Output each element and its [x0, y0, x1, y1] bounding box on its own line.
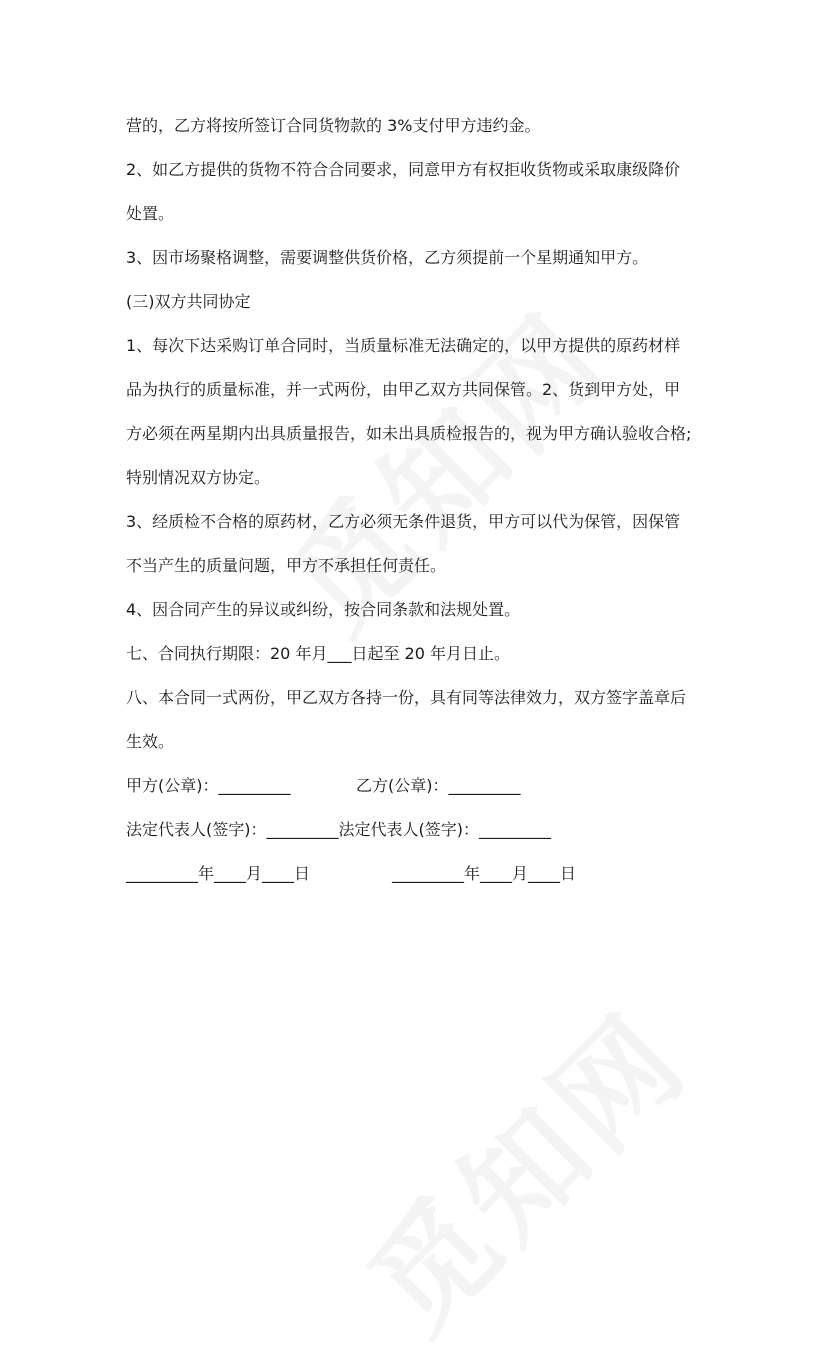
paragraph-line: 特别情况双方协定。	[126, 468, 271, 487]
section-heading: (三)双方共同协定	[126, 292, 251, 311]
paragraph-line: 品为执行的质量标准，并一式两份，由甲乙双方共同保管。2、货到甲方处，甲	[126, 380, 681, 399]
watermark	[325, 969, 718, 1362]
paragraph-line: 不当产生的质量问题，甲方不承担任何责任。	[126, 556, 447, 575]
representative-row	[126, 808, 726, 852]
party-b-seal: 乙方(公章)：_________	[356, 776, 521, 795]
seal-row	[126, 764, 726, 808]
date-row	[126, 852, 726, 896]
paragraph-line: 3、经质检不合格的原药材，乙方必须无条件退货，甲方可以代为保管，因保管	[126, 512, 681, 531]
paragraph-line: 2、如乙方提供的货物不符合合同要求，同意甲方有权拒收货物或采取康级降价	[126, 160, 681, 179]
party-a-seal: 甲方(公章)：_________	[126, 776, 291, 795]
paragraph-line: 3、因市场聚格调整，需要调整供货价格，乙方须提前一个星期通知甲方。	[126, 248, 649, 267]
date-b: _________年____月____日	[392, 864, 577, 883]
paragraph-line: 生效。	[126, 732, 175, 751]
paragraph-line: 七、合同执行期限：20 年月___日起至 20 年月日止。	[126, 644, 510, 663]
paragraph-line: 八、本合同一式两份，甲乙双方各持一份，具有同等法律效力，双方签字盖章后	[126, 688, 687, 707]
paragraph-line: 处置。	[126, 204, 175, 223]
contract-body	[126, 104, 726, 896]
paragraph-line: 方必须在两星期内出具质量报告，如未出具质检报告的，视为甲方确认验收合格;	[126, 424, 692, 443]
representative-signatures: 法定代表人(签字)：_________法定代表人(签字)：_________	[126, 820, 551, 839]
paragraph-line: 营的，乙方将按所签订合同货物款的 3%支付甲方违约金。	[126, 116, 541, 135]
paragraph-line: 1、每次下达采购订单合同时，当质量标准无法确定的，以甲方提供的原药材样	[126, 336, 681, 355]
paragraph-line: 4、因合同产生的异议或纠纷，按合同条款和法规处置。	[126, 600, 521, 619]
date-a: _________年____月____日	[126, 864, 311, 883]
